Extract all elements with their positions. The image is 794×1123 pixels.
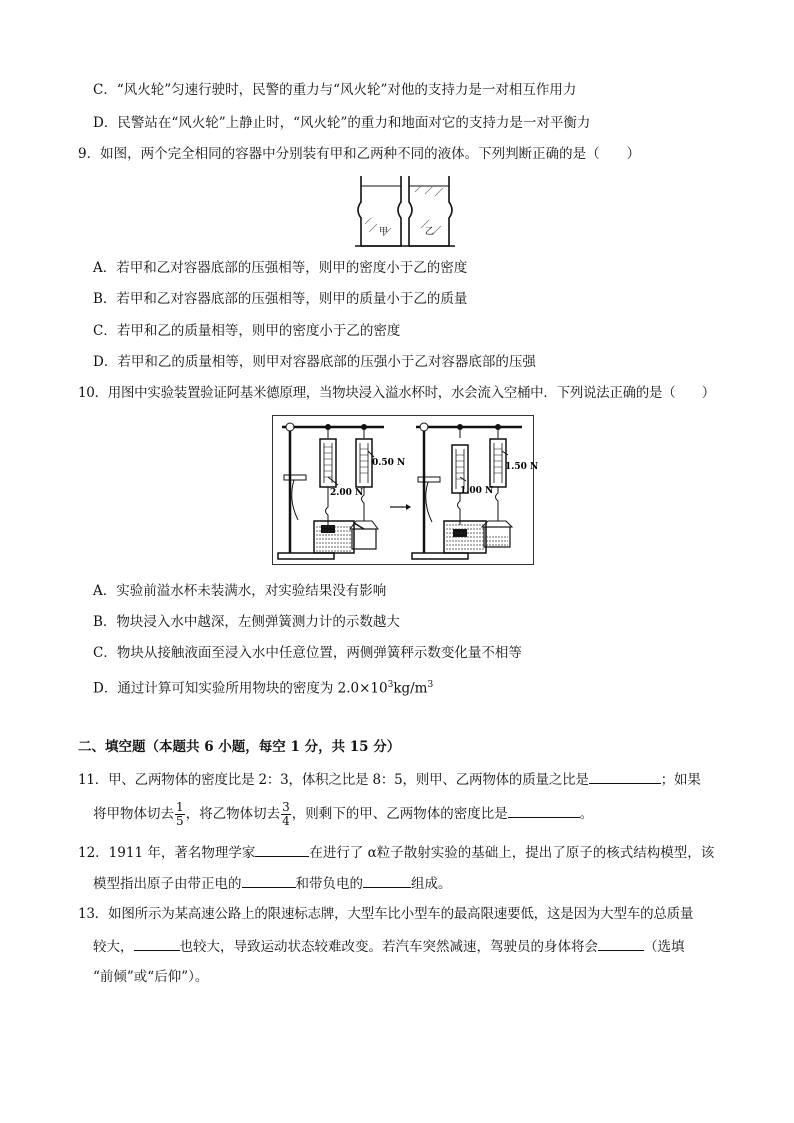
q12-line-2: [93, 873, 452, 894]
q9-option-c: C．若甲和乙的质量相等，则甲的密度小于乙的密度: [93, 323, 401, 339]
q12-blank-1[interactable]: [255, 842, 309, 857]
q13-line-1: 13．如图所示为某高速公路上的限速标志牌，大型车比小型车的最高限速要低，这是因为大型车的总质量: [78, 906, 694, 922]
q10-option-d: [93, 675, 433, 699]
q11-line-2-a: 将甲物体切去: [93, 806, 174, 822]
q11-line-2-c: ，则剩下的甲、乙两物体的密度比是: [291, 806, 508, 822]
q11-fraction-1-denominator: 5: [176, 814, 184, 828]
q10-right-reading-1: 1.00 N: [460, 486, 494, 496]
q13-line-3: “前倾”或“后仰”）。: [93, 969, 209, 985]
q8-option-d: D．民警站在“风火轮”上静止时，“风火轮”的重力和地面对它的支持力是一对平衡力: [93, 115, 591, 131]
q9-containers-figure: [355, 172, 455, 250]
q11-fraction-1: [175, 801, 185, 828]
q12-line-1-b: 在进行了 α粒子散射实验的基础上，提出了原子的核式结构模型，该: [309, 845, 715, 861]
q10-left-reading-1: 2.00 N: [330, 488, 364, 498]
q12-line-2-c: 组成。: [411, 876, 452, 892]
q8-option-c: C．“风火轮”匀速行驶时，民警的重力与“风火轮”对他的支持力是一对相互作用力: [93, 82, 577, 98]
q13-blank-1[interactable]: [134, 936, 180, 951]
q11-fraction-2-denominator: 4: [282, 814, 290, 828]
q10-left-reading-2: 0.50 N: [372, 458, 406, 468]
q11-line-2-end: 。: [579, 806, 594, 822]
q11-blank-1[interactable]: [589, 769, 661, 784]
q12-line-2-a: 模型指出原子由带正电的: [93, 876, 242, 892]
q13-line-2-c: （选填: [644, 939, 685, 955]
q10-option-a: A．实验前溢水杯未装满水，对实验结果没有影响: [93, 583, 387, 599]
q12-line-1-a: 12．1911 年，著名物理学家: [78, 845, 256, 861]
q9-label-left: 甲: [379, 227, 389, 237]
q12-line-1: [78, 842, 714, 863]
q9-stem: 9．如图，两个完全相同的容器中分别装有甲和乙两种不同的液体。下列判断正确的是（ ）: [78, 146, 641, 162]
q11-fraction-2: [281, 801, 291, 828]
q9-option-a: A．若甲和乙对容器底部的压强相等，则甲的密度小于乙的密度: [93, 260, 468, 276]
q10-right-reading-2: 1.50 N: [505, 462, 539, 472]
q10-option-d-unit: kg/m: [393, 680, 428, 697]
q11-line-2-b: ，将乙物体切去: [185, 806, 281, 822]
q10-option-d-exponent: 3: [387, 680, 394, 690]
q11-line-2: [93, 800, 593, 828]
q13-blank-2[interactable]: [598, 936, 644, 951]
section-2-heading: 二、填空题（本题共 6 小题，每空 1 分，共 15 分）: [78, 739, 401, 755]
q12-blank-2[interactable]: [242, 873, 296, 888]
q10-option-b: B．物块浸入水中越深，左侧弹簧测力计的示数越大: [93, 614, 400, 630]
q11-fraction-2-numerator: 3: [282, 800, 290, 814]
q10-stem: 10．用图中实验装置验证阿基米德原理，当物块浸入溢水杯时，水会流入空桶中．下列说法正确的是（ ）: [78, 385, 715, 401]
q12-blank-3[interactable]: [363, 873, 411, 888]
q10-archimedes-figure: [272, 415, 539, 565]
q10-option-d-text: D．通过计算可知实验所用物块的密度为 2.0×10: [93, 680, 388, 697]
q11-line-1: [78, 769, 701, 790]
q10-option-c: C．物块从接触液面至浸入水中任意位置，两侧弹簧秤示数变化量不相等: [93, 645, 522, 661]
q9-option-d: D．若甲和乙的质量相等，则甲对容器底部的压强小于乙对容器底部的压强: [93, 354, 536, 370]
q9-label-right: 乙: [425, 227, 435, 237]
q13-line-2-b: 也较大，导致运动状态较难改变。若汽车突然减速，驾驶员的身体将会: [179, 939, 598, 955]
q11-line-1-text: 11．甲、乙两物体的密度比是 2：3，体积之比是 8：5，则甲、乙两物体的质量之比是: [78, 772, 589, 788]
q12-line-2-b: 和带负电的: [295, 876, 363, 892]
q9-option-b: B．若甲和乙对容器底部的压强相等，则甲的质量小于乙的质量: [93, 291, 468, 307]
q11-fraction-1-numerator: 1: [176, 800, 184, 814]
q10-option-d-unit-exponent: 3: [427, 680, 434, 690]
q13-line-2-a: 较大，: [93, 939, 134, 955]
q13-line-2: [93, 936, 685, 957]
q11-blank-2[interactable]: [508, 803, 580, 818]
q11-line-1-end: ；如果: [660, 772, 701, 788]
